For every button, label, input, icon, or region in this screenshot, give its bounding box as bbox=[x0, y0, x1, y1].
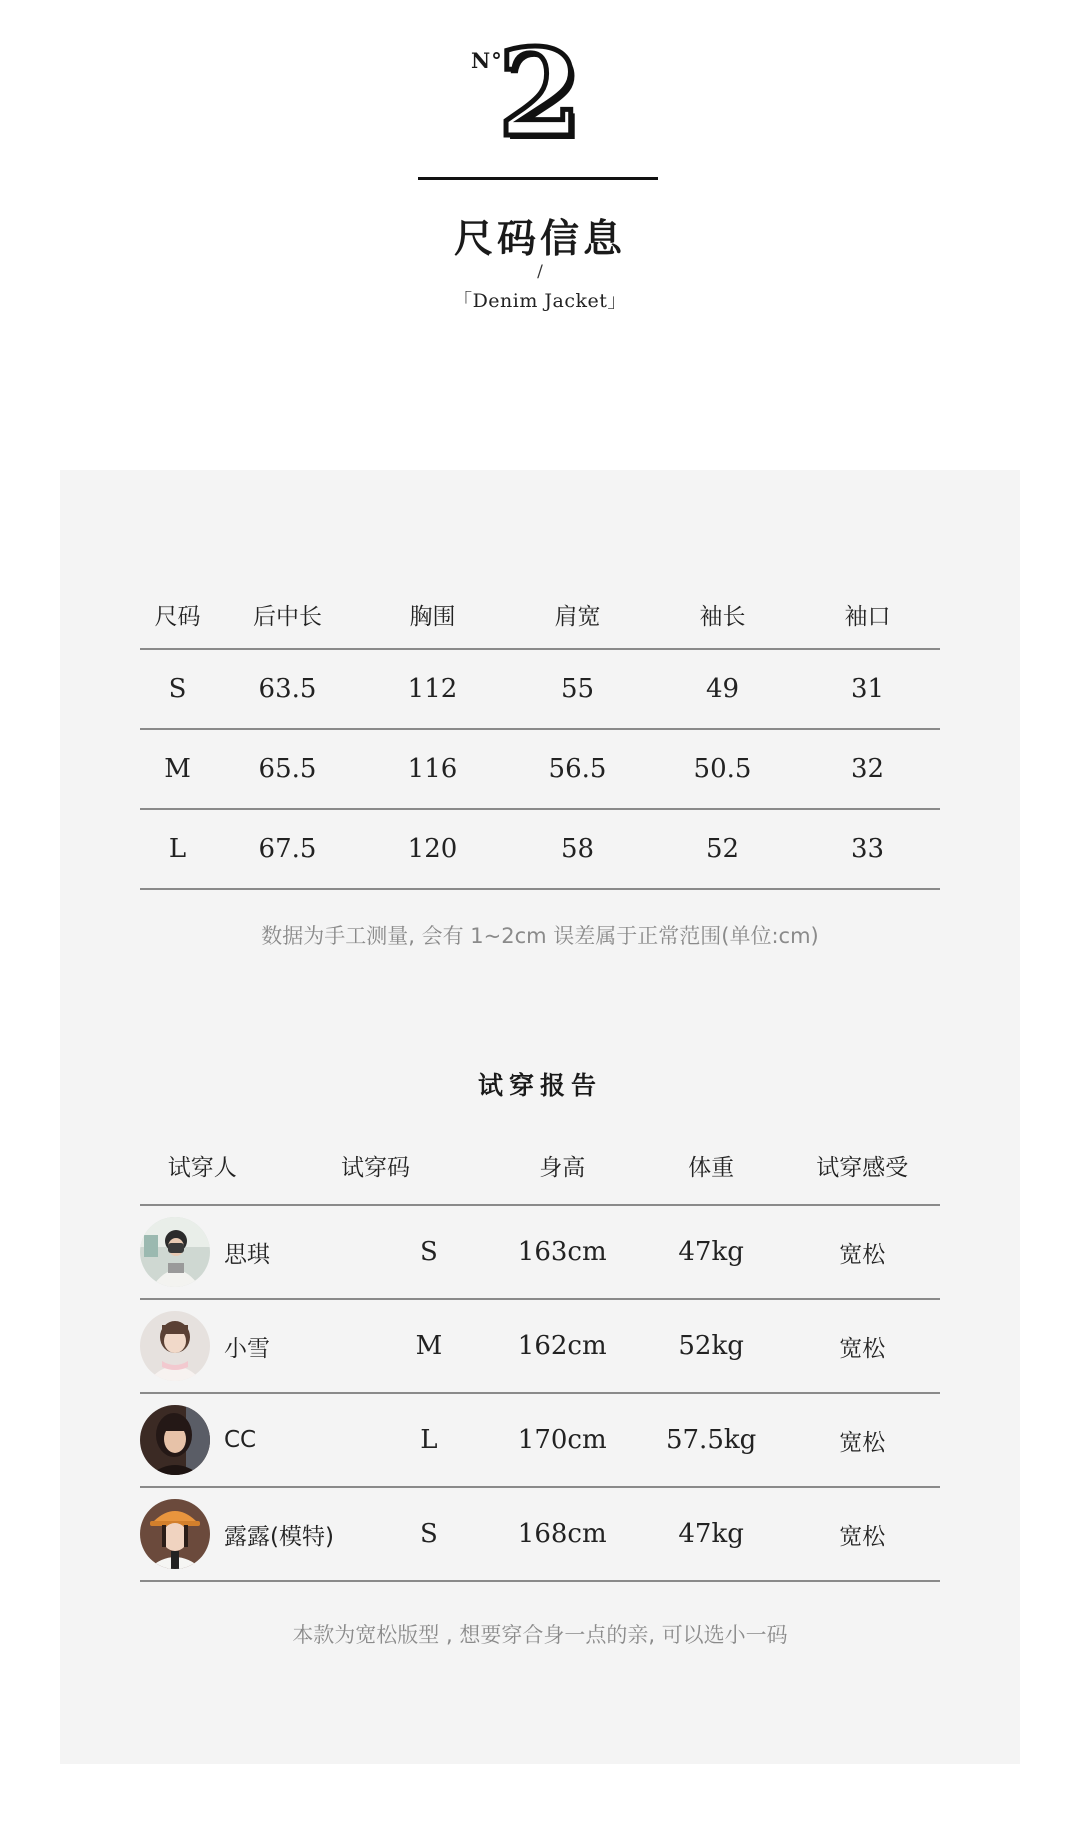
tryon-title: 试穿报告 bbox=[477, 1071, 602, 1100]
table-row bbox=[140, 1394, 940, 1488]
size-col-sleeve: 袖长 bbox=[699, 603, 746, 630]
page-title: 尺码信息 bbox=[453, 216, 626, 262]
tryon-note: 本款为宽松版型 , 想要穿合身一点的亲, 可以选小一码 bbox=[292, 1623, 788, 1647]
tester-name: 思琪 bbox=[224, 1241, 270, 1268]
size-note: 数据为手工测量, 会有 1~2cm 误差属于正常范围(单位:cm) bbox=[261, 924, 819, 948]
cell-shoulder: 58 bbox=[560, 834, 595, 864]
cell-cuff: 32 bbox=[850, 754, 885, 784]
cell-cuff: 33 bbox=[850, 834, 885, 864]
table-row bbox=[140, 1206, 940, 1300]
avatar bbox=[140, 1499, 210, 1569]
tester-height: 168cm bbox=[517, 1519, 607, 1549]
avatar bbox=[140, 1217, 210, 1287]
table-row bbox=[140, 1488, 940, 1582]
tryon-table bbox=[140, 1126, 940, 1582]
cell-chest: 116 bbox=[407, 754, 458, 784]
cell-sleeve: 49 bbox=[705, 674, 740, 704]
section-number-digit: 2 bbox=[498, 23, 582, 164]
avatar bbox=[140, 1311, 210, 1381]
tester-height: 170cm bbox=[517, 1425, 607, 1455]
tester-feel: 宽松 bbox=[839, 1335, 886, 1362]
cell-chest: 120 bbox=[407, 834, 458, 864]
tester-height: 163cm bbox=[517, 1237, 607, 1267]
tester-cell bbox=[140, 1217, 371, 1287]
size-col-cuff: 袖口 bbox=[844, 603, 891, 630]
tryon-table-header bbox=[140, 1126, 940, 1206]
tester-feel: 宽松 bbox=[839, 1241, 886, 1268]
tester-weight: 47kg bbox=[678, 1519, 744, 1549]
cell-shoulder: 56.5 bbox=[548, 754, 607, 784]
tester-feel: 宽松 bbox=[839, 1429, 886, 1456]
title-slash: / bbox=[537, 262, 543, 282]
cell-length: 65.5 bbox=[258, 754, 317, 784]
section-number bbox=[460, 23, 610, 164]
tester-cell bbox=[140, 1311, 371, 1381]
tester-weight: 52kg bbox=[678, 1331, 744, 1361]
cell-size: S bbox=[168, 674, 187, 704]
tryon-col-height: 身高 bbox=[539, 1154, 586, 1181]
tester-weight: 57.5kg bbox=[665, 1425, 757, 1455]
size-col-size: 尺码 bbox=[154, 603, 201, 630]
cell-sleeve: 50.5 bbox=[693, 754, 752, 784]
cell-cuff: 31 bbox=[850, 674, 885, 704]
tryon-col-feel: 试穿感受 bbox=[816, 1154, 909, 1181]
table-row bbox=[140, 810, 940, 890]
header-divider bbox=[418, 177, 658, 180]
avatar bbox=[140, 1405, 210, 1475]
tester-height: 162cm bbox=[517, 1331, 607, 1361]
tryon-col-person: 试穿人 bbox=[167, 1154, 237, 1181]
size-col-length: 后中长 bbox=[253, 603, 322, 630]
tryon-col-weight: 体重 bbox=[688, 1154, 735, 1181]
cell-length: 67.5 bbox=[258, 834, 317, 864]
page-subtitle: 「Denim Jacket」 bbox=[453, 290, 627, 312]
tester-cell bbox=[140, 1499, 371, 1569]
tryon-col-size: 试穿码 bbox=[341, 1154, 411, 1181]
tester-size: M bbox=[415, 1331, 443, 1361]
cell-chest: 112 bbox=[407, 674, 458, 704]
table-row bbox=[140, 730, 940, 810]
tester-name: CC bbox=[224, 1427, 257, 1453]
tester-size: S bbox=[419, 1519, 438, 1549]
table-row bbox=[140, 650, 940, 730]
table-row bbox=[140, 1300, 940, 1394]
cell-length: 63.5 bbox=[258, 674, 317, 704]
tester-name: 露露(模特) bbox=[224, 1523, 334, 1550]
cell-size: L bbox=[168, 834, 187, 864]
size-table bbox=[140, 580, 940, 890]
size-col-chest: 胸围 bbox=[409, 603, 456, 630]
tester-size: L bbox=[420, 1425, 438, 1455]
tester-feel: 宽松 bbox=[839, 1523, 886, 1550]
tester-weight: 47kg bbox=[678, 1237, 744, 1267]
info-panel bbox=[60, 470, 1020, 1764]
cell-shoulder: 55 bbox=[560, 674, 595, 704]
cell-size: M bbox=[164, 754, 191, 784]
tester-name: 小雪 bbox=[224, 1335, 270, 1362]
size-col-shoulder: 肩宽 bbox=[554, 603, 601, 630]
cell-sleeve: 52 bbox=[705, 834, 740, 864]
number-prefix: N° bbox=[471, 48, 503, 73]
size-table-header bbox=[140, 580, 940, 650]
tester-size: S bbox=[419, 1237, 438, 1267]
tester-cell bbox=[140, 1405, 371, 1475]
